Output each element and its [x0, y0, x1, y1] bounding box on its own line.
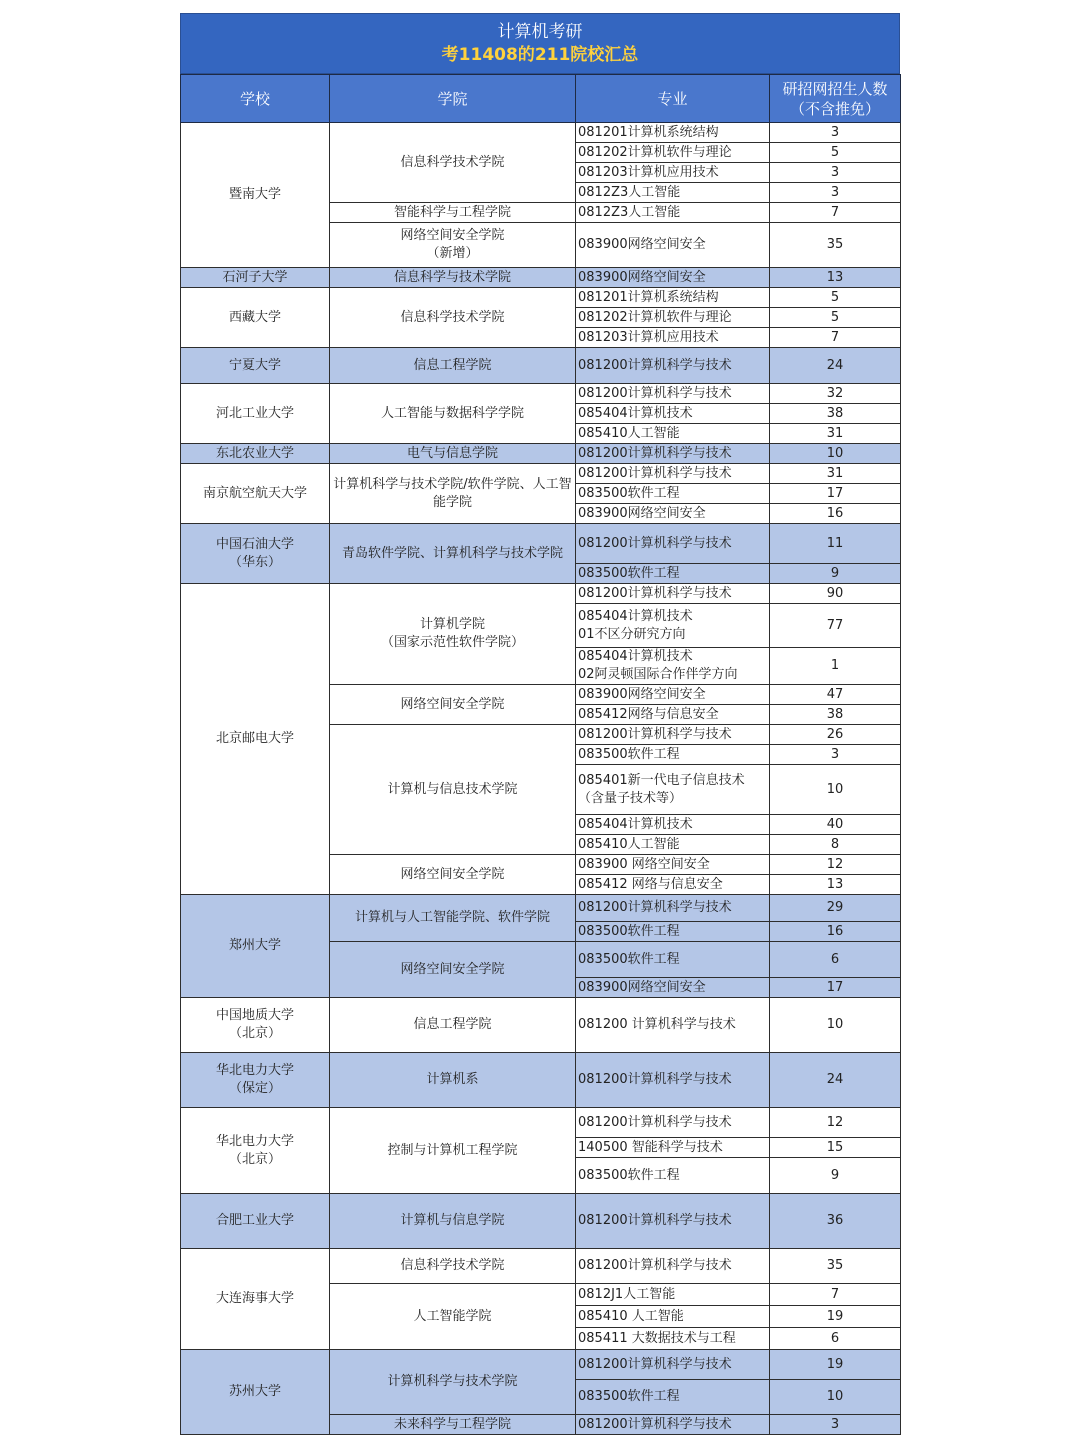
quota-cell: 77 — [770, 604, 901, 648]
table-row — [181, 524, 901, 564]
major-cell: 081200计算机科学与技术 — [576, 464, 770, 484]
quota-cell: 31 — [770, 424, 901, 444]
quota-cell: 26 — [770, 725, 901, 745]
major-cell: 081200计算机科学与技术 — [576, 348, 770, 384]
college-cell: 智能科学与工程学院 — [330, 203, 576, 223]
college-cell: 计算机科学与技术学院/软件学院、人工智能学院 — [330, 464, 576, 524]
school-cell: 宁夏大学 — [181, 348, 330, 384]
header-major: 专业 — [576, 75, 770, 123]
college-cell: 网络空间安全学院 （新增） — [330, 223, 576, 268]
school-cell: 华北电力大学 （保定） — [181, 1053, 330, 1108]
quota-cell: 3 — [770, 1415, 901, 1435]
quota-cell: 5 — [770, 288, 901, 308]
quota-cell: 24 — [770, 1053, 901, 1108]
major-cell: 081201计算机系统结构 — [576, 288, 770, 308]
school-cell: 暨南大学 — [181, 123, 330, 268]
quota-cell: 10 — [770, 444, 901, 464]
table-row — [181, 1249, 901, 1284]
major-cell: 081200计算机科学与技术 — [576, 584, 770, 604]
major-cell: 081202计算机软件与理论 — [576, 308, 770, 328]
quota-cell: 12 — [770, 1108, 901, 1138]
major-cell: 081200计算机科学与技术 — [576, 1249, 770, 1284]
major-cell: 085412 网络与信息安全 — [576, 875, 770, 895]
major-cell: 081200计算机科学与技术 — [576, 444, 770, 464]
college-cell: 控制与计算机工程学院 — [330, 1108, 576, 1194]
major-cell: 081200计算机科学与技术 — [576, 1053, 770, 1108]
major-cell: 085404计算机技术 02阿灵顿国际合作伴学方向 — [576, 648, 770, 685]
table-row — [181, 1053, 901, 1108]
header-row — [181, 75, 901, 123]
quota-cell: 10 — [770, 765, 901, 815]
table-row — [181, 123, 901, 143]
table-row — [181, 464, 901, 484]
quota-cell: 9 — [770, 1158, 901, 1194]
title-line-2: 考11408的211院校汇总 — [441, 45, 639, 65]
quota-cell: 7 — [770, 1284, 901, 1306]
major-cell: 140500 智能科学与技术 — [576, 1138, 770, 1158]
quota-cell: 16 — [770, 504, 901, 524]
major-cell: 0812Z3人工智能 — [576, 203, 770, 223]
quota-cell: 24 — [770, 348, 901, 384]
college-cell: 人工智能学院 — [330, 1284, 576, 1350]
major-cell: 081200计算机科学与技术 — [576, 1415, 770, 1435]
quota-cell: 6 — [770, 942, 901, 978]
college-cell: 网络空间安全学院 — [330, 855, 576, 895]
table-row — [181, 584, 901, 604]
summary-sheet — [180, 13, 900, 1435]
quota-cell: 11 — [770, 524, 901, 564]
header-college: 学院 — [330, 75, 576, 123]
title-line-1: 计算机考研 — [497, 22, 583, 42]
major-cell: 085410人工智能 — [576, 424, 770, 444]
header-quota-line-1: 研招网招生人数 — [782, 79, 888, 98]
quota-cell: 5 — [770, 308, 901, 328]
major-cell: 081200计算机科学与技术 — [576, 384, 770, 404]
table-row — [181, 1194, 901, 1249]
college-cell: 计算机科学与技术学院 — [330, 1350, 576, 1415]
quota-cell: 16 — [770, 922, 901, 942]
school-cell: 合肥工业大学 — [181, 1194, 330, 1249]
table-row — [181, 1108, 901, 1138]
college-cell: 信息科学技术学院 — [330, 1249, 576, 1284]
quota-cell: 19 — [770, 1306, 901, 1328]
major-cell: 083900网络空间安全 — [576, 223, 770, 268]
quota-cell: 38 — [770, 404, 901, 424]
major-cell: 083500软件工程 — [576, 564, 770, 584]
table-row — [181, 384, 901, 404]
quota-cell: 29 — [770, 895, 901, 922]
school-cell: 西藏大学 — [181, 288, 330, 348]
table-row — [181, 1350, 901, 1380]
quota-cell: 31 — [770, 464, 901, 484]
college-cell: 网络空间安全学院 — [330, 685, 576, 725]
quota-cell: 36 — [770, 1194, 901, 1249]
quota-cell: 13 — [770, 268, 901, 288]
school-cell: 苏州大学 — [181, 1350, 330, 1435]
major-cell: 083900网络空间安全 — [576, 504, 770, 524]
school-cell: 河北工业大学 — [181, 384, 330, 444]
major-cell: 083500软件工程 — [576, 484, 770, 504]
major-cell: 083900 网络空间安全 — [576, 855, 770, 875]
major-cell: 081200计算机科学与技术 — [576, 1350, 770, 1380]
major-cell: 083900网络空间安全 — [576, 978, 770, 998]
sheet-title — [180, 13, 900, 74]
major-cell: 083500软件工程 — [576, 1380, 770, 1415]
college-cell: 青岛软件学院、计算机科学与技术学院 — [330, 524, 576, 584]
table-row — [181, 268, 901, 288]
quota-cell: 8 — [770, 835, 901, 855]
quota-cell: 3 — [770, 123, 901, 143]
quota-cell: 40 — [770, 815, 901, 835]
college-cell: 未来科学与工程学院 — [330, 1415, 576, 1435]
quota-cell: 10 — [770, 1380, 901, 1415]
quota-cell: 32 — [770, 384, 901, 404]
quota-cell: 1 — [770, 648, 901, 685]
quota-cell: 3 — [770, 183, 901, 203]
major-cell: 081200计算机科学与技术 — [576, 1194, 770, 1249]
major-cell: 081200 计算机科学与技术 — [576, 998, 770, 1053]
major-cell: 085404计算机技术 01不区分研究方向 — [576, 604, 770, 648]
major-cell: 081200计算机科学与技术 — [576, 895, 770, 922]
quota-cell: 9 — [770, 564, 901, 584]
school-cell: 东北农业大学 — [181, 444, 330, 464]
college-cell: 信息工程学院 — [330, 348, 576, 384]
major-cell: 085404计算机技术 — [576, 815, 770, 835]
quota-cell: 17 — [770, 484, 901, 504]
table-row — [181, 444, 901, 464]
quota-cell: 47 — [770, 685, 901, 705]
major-cell: 081203计算机应用技术 — [576, 328, 770, 348]
school-cell: 南京航空航天大学 — [181, 464, 330, 524]
major-cell: 083900网络空间安全 — [576, 268, 770, 288]
major-cell: 083900网络空间安全 — [576, 685, 770, 705]
major-cell: 081202计算机软件与理论 — [576, 143, 770, 163]
college-cell: 计算机学院 （国家示范性软件学院） — [330, 584, 576, 685]
major-cell: 081203计算机应用技术 — [576, 163, 770, 183]
table-body — [181, 123, 901, 1435]
college-cell: 信息科学技术学院 — [330, 123, 576, 203]
major-cell: 085410 人工智能 — [576, 1306, 770, 1328]
college-cell: 信息工程学院 — [330, 998, 576, 1053]
major-cell: 085410人工智能 — [576, 835, 770, 855]
major-cell: 083500软件工程 — [576, 922, 770, 942]
college-cell: 计算机系 — [330, 1053, 576, 1108]
quota-cell: 17 — [770, 978, 901, 998]
major-cell: 085404计算机技术 — [576, 404, 770, 424]
college-cell: 计算机与人工智能学院、软件学院 — [330, 895, 576, 942]
quota-cell: 12 — [770, 855, 901, 875]
major-cell: 083500软件工程 — [576, 745, 770, 765]
quota-cell: 35 — [770, 223, 901, 268]
college-cell: 信息科学与技术学院 — [330, 268, 576, 288]
major-cell: 085401新一代电子信息技术 （含量子技术等） — [576, 765, 770, 815]
major-cell: 081200计算机科学与技术 — [576, 725, 770, 745]
major-cell: 085412网络与信息安全 — [576, 705, 770, 725]
college-cell: 人工智能与数据科学学院 — [330, 384, 576, 444]
quota-cell: 3 — [770, 163, 901, 183]
major-cell: 083500软件工程 — [576, 1158, 770, 1194]
table-row — [181, 288, 901, 308]
major-cell: 081200计算机科学与技术 — [576, 1108, 770, 1138]
quota-cell: 3 — [770, 745, 901, 765]
college-cell: 计算机与信息学院 — [330, 1194, 576, 1249]
school-cell: 大连海事大学 — [181, 1249, 330, 1350]
quota-cell: 90 — [770, 584, 901, 604]
quota-cell: 6 — [770, 1328, 901, 1350]
table-row — [181, 895, 901, 922]
quota-cell: 5 — [770, 143, 901, 163]
college-cell: 信息科学技术学院 — [330, 288, 576, 348]
table-row — [181, 998, 901, 1053]
college-cell: 电气与信息学院 — [330, 444, 576, 464]
header-quota-line-2: （不含推免） — [789, 99, 880, 118]
school-cell: 北京邮电大学 — [181, 584, 330, 895]
school-cell: 中国地质大学 （北京） — [181, 998, 330, 1053]
major-cell: 085411 大数据技术与工程 — [576, 1328, 770, 1350]
school-table — [180, 74, 901, 1435]
major-cell: 081200计算机科学与技术 — [576, 524, 770, 564]
header-school: 学校 — [181, 75, 330, 123]
school-cell: 郑州大学 — [181, 895, 330, 998]
major-cell: 0812J1人工智能 — [576, 1284, 770, 1306]
quota-cell: 7 — [770, 328, 901, 348]
college-cell: 计算机与信息技术学院 — [330, 725, 576, 855]
major-cell: 0812Z3人工智能 — [576, 183, 770, 203]
quota-cell: 35 — [770, 1249, 901, 1284]
quota-cell: 15 — [770, 1138, 901, 1158]
table-row — [181, 348, 901, 384]
quota-cell: 13 — [770, 875, 901, 895]
major-cell: 081201计算机系统结构 — [576, 123, 770, 143]
school-cell: 石河子大学 — [181, 268, 330, 288]
college-cell: 网络空间安全学院 — [330, 942, 576, 998]
quota-cell: 10 — [770, 998, 901, 1053]
quota-cell: 7 — [770, 203, 901, 223]
header-quota — [770, 75, 901, 123]
major-cell: 083500软件工程 — [576, 942, 770, 978]
quota-cell: 38 — [770, 705, 901, 725]
school-cell: 华北电力大学 （北京） — [181, 1108, 330, 1194]
school-cell: 中国石油大学 （华东） — [181, 524, 330, 584]
quota-cell: 19 — [770, 1350, 901, 1380]
